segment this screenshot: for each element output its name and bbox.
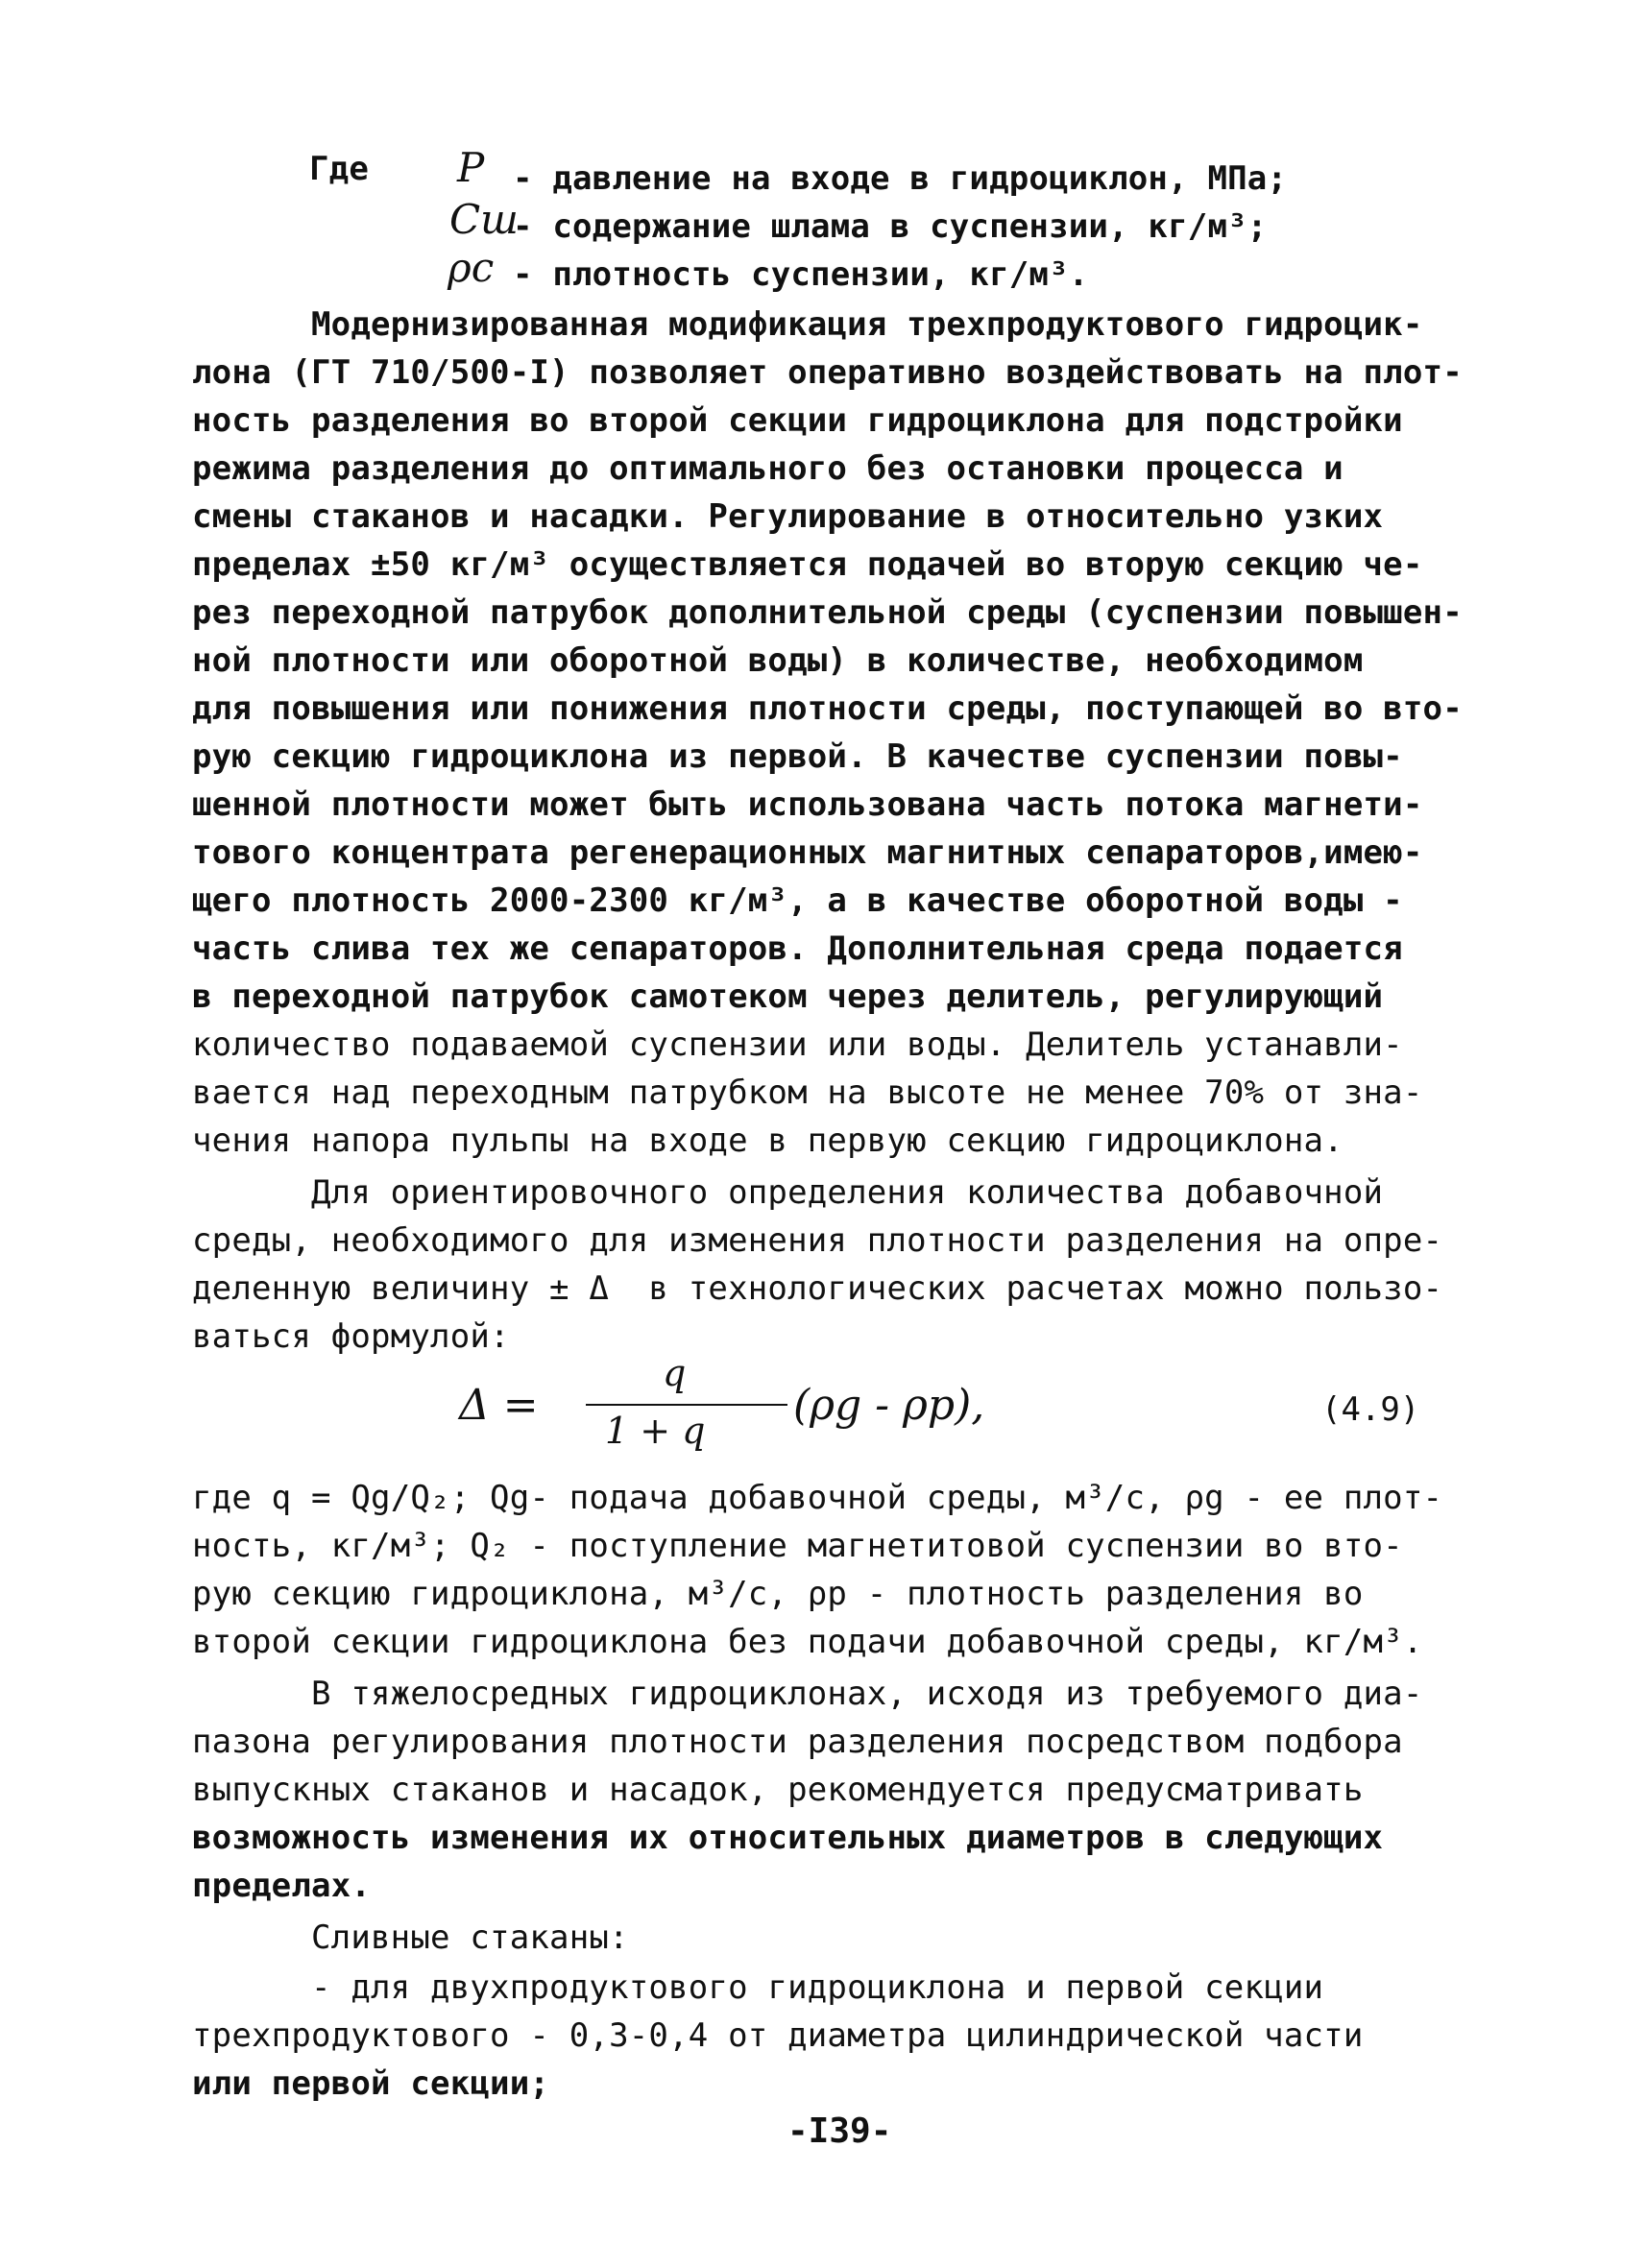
- paragraph-1-line: рез переходной патрубок дополнительной среды (суспензии повышен-: [192, 593, 1463, 632]
- formula-numerator: q: [663, 1352, 687, 1394]
- paragraph-1-line: в переходной патрубок самотеком через делитель, регулирующий: [192, 977, 1384, 1016]
- paragraph-3-line: В тяжелосредных гидроциклонах, исходя из требуемого диа-: [311, 1675, 1423, 1713]
- paragraph-1-line: вается над переходным патрубком на высоте не менее 70% от зна-: [192, 1074, 1423, 1112]
- page-number: -I39-: [787, 2111, 892, 2151]
- equation-number: (4.9): [1321, 1390, 1420, 1429]
- where-block-line: где q = Qg/Q₂; Qg- подача добавочной среды, м³/с, ρg - ее плот-: [192, 1479, 1443, 1517]
- paragraph-1-line: щего плотность 2000-2300 кг/м³, а в качестве оборотной воды -: [192, 881, 1403, 920]
- paragraph-1-line: ной плотности или оборотной воды) в количестве, необходимом: [192, 641, 1364, 680]
- paragraph-2-line: Для ориентировочного определения количества добавочной: [311, 1173, 1384, 1212]
- formula-lhs: Δ =: [459, 1381, 539, 1430]
- paragraph-1-line: лона (ГТ 710/500-I) позволяет оперативно воздействовать на плот-: [192, 353, 1463, 392]
- symbol-c-sh: Cш: [449, 196, 519, 243]
- symbol-rho-c: ρс: [448, 244, 495, 291]
- paragraph-4-line: Сливные стаканы:: [311, 1918, 629, 1957]
- paragraph-3-line: пазона регулирования плотности разделения посредством подбора: [192, 1723, 1403, 1761]
- where-block-line: рую секцию гидроциклона, м³/с, ρр - плотность разделения во: [192, 1575, 1364, 1613]
- definition-rho-c: - плотность суспензии, кг/м³.: [513, 255, 1089, 294]
- paragraph-3-line: пределах.: [192, 1867, 372, 1905]
- paragraph-3-line: выпускных стаканов и насадок, рекомендуется предусматривать: [192, 1771, 1364, 1809]
- paragraph-1-line: ность разделения во второй секции гидроциклона для подстройки: [192, 401, 1403, 440]
- paragraph-1-line: часть слива тех же сепараторов. Дополнительная среда подается: [192, 929, 1403, 968]
- symbol-p: P: [457, 144, 485, 191]
- paragraph-2-line: среды, необходимого для изменения плотности разделения на опре-: [192, 1221, 1443, 1260]
- where-block-line: второй секции гидроциклона без подачи добавочной среды, кг/м³.: [192, 1623, 1423, 1661]
- paragraph-1-line: количество подаваемой суспензии или воды. Делитель устанавли-: [192, 1025, 1403, 1064]
- paragraph-1-line: для повышения или понижения плотности среды, поступающей во вто-: [192, 689, 1463, 728]
- paragraph-1-line: пределах ±50 кг/м³ осуществляется подачей во вторую секцию че-: [192, 545, 1423, 584]
- paragraph-1-line: Модернизированная модификация трехпродуктового гидроцик-: [311, 305, 1423, 344]
- paragraph-1-line: чения напора пульпы на входе в первую секцию гидроциклона.: [192, 1122, 1343, 1160]
- definition-p: - давление на входе в гидроциклон, МПа;: [513, 159, 1288, 198]
- fraction-bar: [586, 1404, 787, 1406]
- paragraph-1-line: режима разделения до оптимального без остановки процесса и: [192, 449, 1343, 488]
- paragraph-5-line: трехпродуктового - 0,3-0,4 от диаметра цилиндрической части: [192, 2016, 1364, 2055]
- paragraph-3-line: возможность изменения их относительных диаметров в следующих: [192, 1819, 1384, 1857]
- paragraph-5-line: или первой секции;: [192, 2064, 550, 2103]
- definition-c-sh: - содержание шлама в суспензии, кг/м³;: [513, 207, 1268, 246]
- formula-factor: (ρg - ρp),: [793, 1381, 985, 1430]
- paragraph-1-line: рую секцию гидроциклона из первой. В качестве суспензии повы-: [192, 737, 1403, 776]
- paragraph-5-line: - для двухпродуктового гидроциклона и первой секции: [311, 1968, 1324, 2007]
- where-label: Где: [309, 150, 370, 188]
- paragraph-1-line: шенной плотности может быть использована часть потока магнети-: [192, 785, 1423, 824]
- paragraph-1-line: тового концентрата регенерационных магнитных сепараторов,имею-: [192, 833, 1423, 872]
- paragraph-2-line: деленную величину ± Δ в технологических расчетах можно пользо-: [192, 1269, 1443, 1308]
- paragraph-2-line: ваться формулой:: [192, 1317, 510, 1356]
- paragraph-1-line: смены стаканов и насадки. Регулирование в относительно узких: [192, 497, 1384, 536]
- formula-denominator: 1 + q: [605, 1410, 706, 1452]
- where-block-line: ность, кг/м³; Q₂ - поступление магнетитовой суспензии во вто-: [192, 1527, 1403, 1565]
